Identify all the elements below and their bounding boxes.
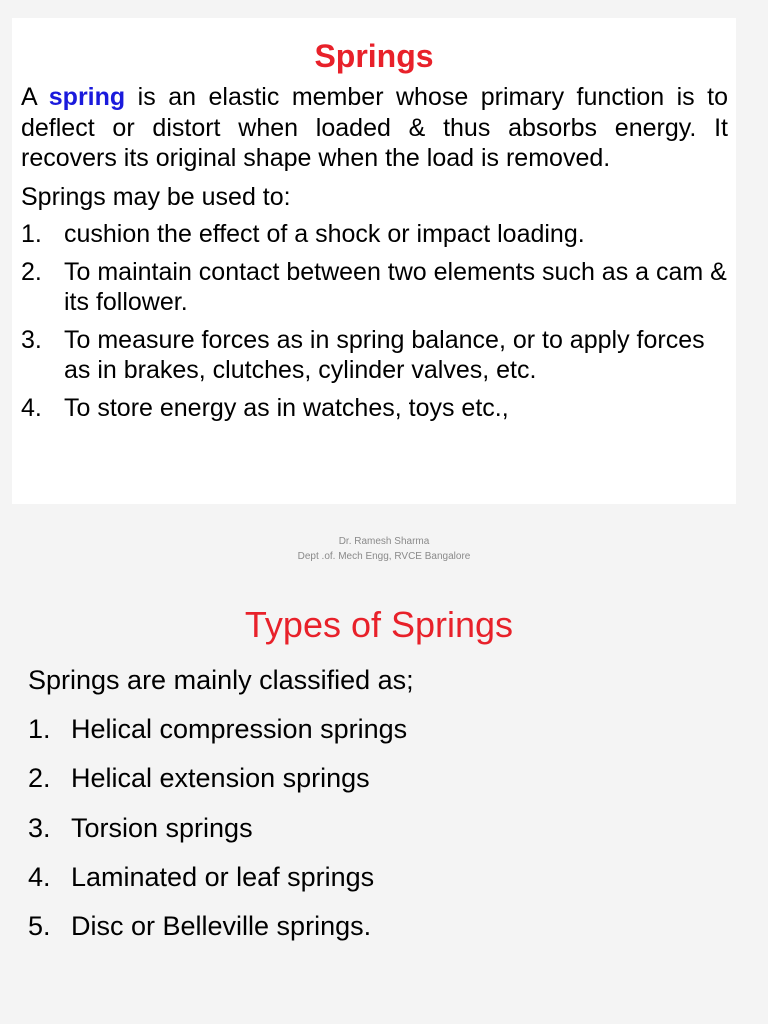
- item-number: 5.: [28, 910, 51, 941]
- item-text: To store energy as in watches, toys etc.,: [64, 393, 509, 422]
- uses-list: [21, 219, 728, 423]
- list-item: [28, 758, 728, 798]
- types-title: Types of Springs: [244, 604, 514, 645]
- slide-springs: [12, 18, 736, 504]
- list-item: [28, 709, 728, 749]
- item-number: 1.: [28, 714, 51, 745]
- footer-dept: Dept .of. Mech Engg, RVCE Bangalore: [297, 551, 471, 562]
- types-list: [28, 709, 728, 946]
- item-text: Disc or Belleville springs.: [71, 910, 372, 941]
- item-number: 4.: [28, 861, 51, 892]
- list-item: [28, 808, 728, 848]
- para-prefix: A: [21, 83, 49, 111]
- list-item: [21, 219, 728, 250]
- item-text: Helical compression springs: [71, 714, 408, 745]
- slide-body: [21, 82, 728, 423]
- item-number: 3.: [21, 325, 42, 354]
- item-number: 1.: [21, 220, 42, 248]
- item-text: Helical extension springs: [71, 763, 370, 794]
- list-item: [21, 393, 728, 424]
- item-number: 4.: [21, 393, 42, 422]
- slide-footer: [0, 534, 768, 564]
- types-body: [28, 660, 728, 946]
- item-number: 3.: [28, 812, 51, 843]
- para-rest: is an elastic member whose primary function is to deflect or distort when loaded & thus absorbs energy. It recovers its original shape when the load is removed.: [21, 83, 728, 172]
- item-text: cushion the effect of a shock or impact loading.: [64, 220, 585, 248]
- item-number: 2.: [21, 257, 42, 286]
- definition-paragraph: [21, 82, 728, 174]
- slide-title: Springs: [314, 38, 434, 74]
- item-text: To maintain contact between two elements such as a cam & its follower.: [64, 257, 727, 316]
- item-text: To measure forces as in spring balance, or to apply forces as in brakes, clutches, cylinder valves, etc.: [64, 325, 705, 384]
- list-item: [28, 857, 728, 897]
- footer-author: Dr. Ramesh Sharma: [338, 536, 430, 547]
- types-lead: Springs are mainly classified as;: [28, 665, 414, 695]
- uses-lead: Springs may be used to:: [21, 182, 291, 211]
- list-item: [21, 257, 728, 318]
- item-text: Laminated or leaf springs: [71, 861, 375, 892]
- item-number: 2.: [28, 763, 51, 794]
- spring-keyword: spring: [48, 83, 126, 111]
- list-item: [28, 906, 728, 946]
- item-text: Torsion springs: [71, 812, 253, 843]
- list-item: [21, 325, 728, 386]
